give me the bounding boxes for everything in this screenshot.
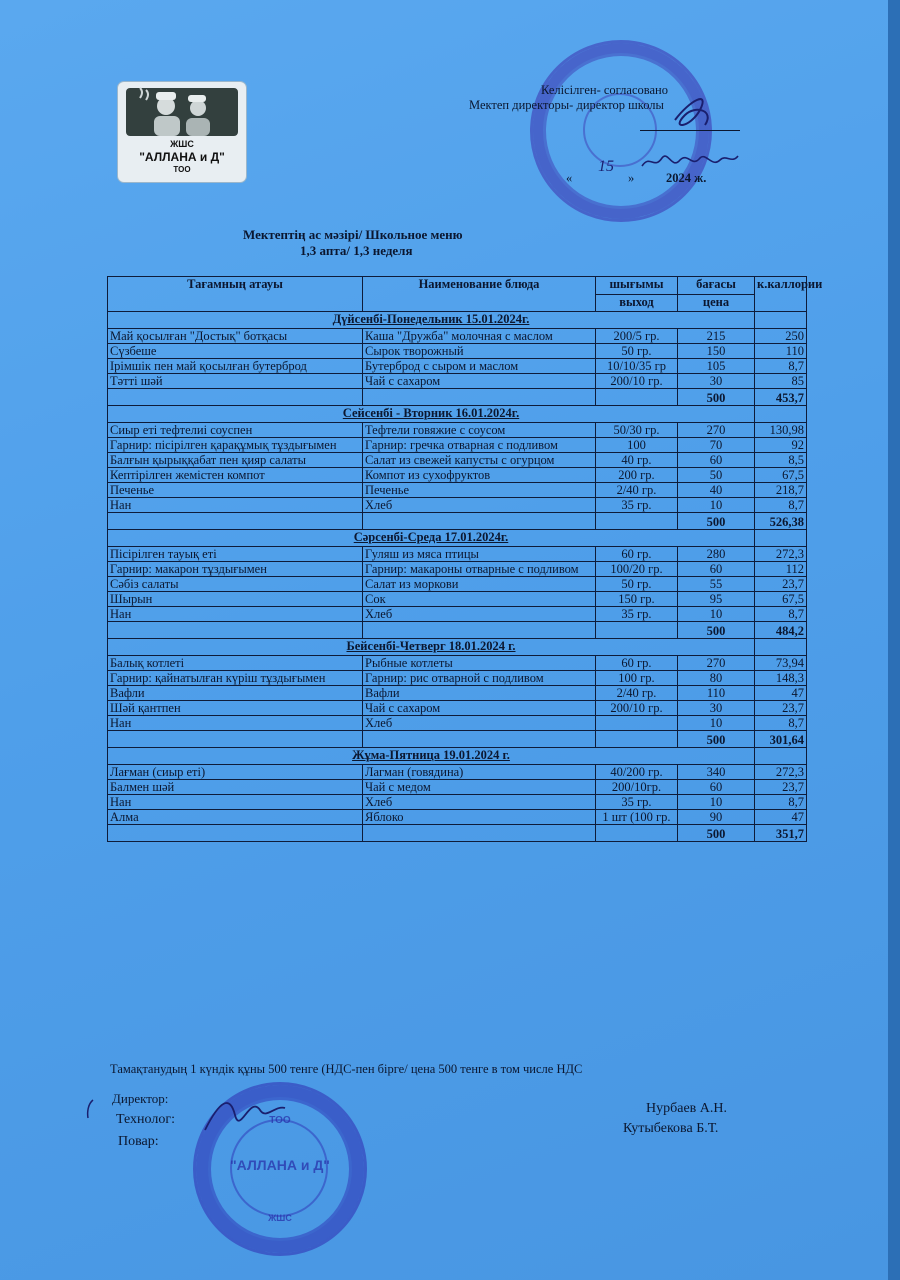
day-total-price: 500 — [678, 825, 755, 842]
day-header-empty — [755, 639, 807, 656]
day-name: Сейсенбі - Вторник 16.01.2024г. — [342, 406, 520, 420]
dish-kcal: 8,7 — [755, 607, 807, 622]
total-empty-2 — [363, 389, 596, 406]
dish-name-ru: Хлеб — [363, 498, 596, 513]
menu-item-row — [108, 453, 807, 468]
approval-date-day: 15 — [598, 158, 614, 175]
dish-kcal: 218,7 — [755, 483, 807, 498]
dish-name-ru: Сырок творожный — [363, 344, 596, 359]
director-name: Нурбаев А.Н. — [646, 1101, 727, 1116]
dish-price: 70 — [678, 438, 755, 453]
menu-item-row — [108, 765, 807, 780]
dish-name-ru: Рыбные котлеты — [363, 656, 596, 671]
day-total-kcal: 301,64 — [755, 731, 807, 748]
dish-name-kz: Вафли — [108, 686, 363, 701]
dish-output: 2/40 гр. — [596, 686, 678, 701]
dish-name-kz: Балғын қырыққабат пен қияр салаты — [108, 453, 363, 468]
dish-kcal: 67,5 — [755, 592, 807, 607]
dish-price: 270 — [678, 423, 755, 438]
pen-mark-icon — [84, 1098, 96, 1120]
menu-week: 1,3 апта/ 1,3 неделя — [300, 243, 413, 258]
dish-name-ru: Гарнир: гречка отварная с подливом — [363, 438, 596, 453]
dish-kcal: 85 — [755, 374, 807, 389]
menu-item-row — [108, 374, 807, 389]
day-header-row — [108, 406, 807, 423]
dish-kcal: 148,3 — [755, 671, 807, 686]
dish-name-kz: Сиыр еті тефтелиі соуспен — [108, 423, 363, 438]
dish-kcal: 112 — [755, 562, 807, 577]
dish-name-ru: Хлеб — [363, 795, 596, 810]
dish-output: 1 шт (100 гр. — [596, 810, 678, 825]
dish-price: 10 — [678, 716, 755, 731]
dish-name-ru: Гуляш из мяса птицы — [363, 547, 596, 562]
approval-director: Мектеп директоры- директор школы — [469, 98, 664, 112]
menu-item-row — [108, 716, 807, 731]
company-logo — [118, 82, 246, 182]
total-empty-1 — [108, 513, 363, 530]
dish-name-ru: Каша "Дружба" молочная с маслом — [363, 329, 596, 344]
day-header-empty — [755, 312, 807, 329]
director-signature-icon — [660, 80, 720, 140]
dish-kcal: 130,98 — [755, 423, 807, 438]
day-header-empty — [755, 530, 807, 547]
dish-output: 50/30 гр. — [596, 423, 678, 438]
day-header-row — [108, 748, 807, 765]
dish-output: 100 — [596, 438, 678, 453]
dish-output: 100/20 гр. — [596, 562, 678, 577]
dish-output: 35 гр. — [596, 607, 678, 622]
stamp-text-company: "АЛЛАНА и Д" — [230, 1157, 330, 1173]
logo-text-too: ТОО — [173, 165, 191, 174]
dish-name-ru: Чай с сахаром — [363, 374, 596, 389]
dish-name-kz: Балмен шәй — [108, 780, 363, 795]
total-empty-2 — [363, 622, 596, 639]
menu-item-row — [108, 780, 807, 795]
dish-price: 110 — [678, 686, 755, 701]
dish-output — [596, 716, 678, 731]
dish-price: 60 — [678, 562, 755, 577]
dish-output: 50 гр. — [596, 344, 678, 359]
approval-agreed: Келісілген- согласовано — [541, 83, 668, 97]
dish-name-kz: Печенье — [108, 483, 363, 498]
dish-name-kz: Нан — [108, 795, 363, 810]
dish-kcal: 23,7 — [755, 577, 807, 592]
header-kaz-name: Тағамның атауы — [108, 277, 363, 312]
day-total-kcal: 351,7 — [755, 825, 807, 842]
dish-name-kz: Гарнир: қайнатылған күріш тұздығымен — [108, 671, 363, 686]
dish-output: 100 гр. — [596, 671, 678, 686]
header-price-ru: цена — [678, 294, 755, 312]
price-note: Тамақтанудың 1 күндік құны 500 тенге (НДС-пен бірге/ цена 500 тенге в том числе НДС — [110, 1062, 583, 1076]
menu-item-row — [108, 686, 807, 701]
day-total-price: 500 — [678, 731, 755, 748]
dish-name-ru: Печенье — [363, 483, 596, 498]
dish-price: 80 — [678, 671, 755, 686]
chef-signature-icon — [200, 1090, 290, 1140]
dish-name-kz: Тәтті шәй — [108, 374, 363, 389]
menu-item-row — [108, 701, 807, 716]
approval-date-open: « — [566, 171, 573, 185]
dish-kcal: 67,5 — [755, 468, 807, 483]
dish-kcal: 73,94 — [755, 656, 807, 671]
total-empty-3 — [596, 622, 678, 639]
total-empty-1 — [108, 825, 363, 842]
day-total-kcal: 453,7 — [755, 389, 807, 406]
director-label: Директор: — [112, 1091, 169, 1106]
menu-table — [107, 276, 823, 842]
menu-item-row — [108, 498, 807, 513]
day-header-cell — [108, 748, 755, 765]
dish-price: 30 — [678, 374, 755, 389]
menu-item-row — [108, 483, 807, 498]
day-header-cell — [108, 639, 755, 656]
day-total-row — [108, 389, 807, 406]
dish-name-kz: Алма — [108, 810, 363, 825]
dish-price: 280 — [678, 547, 755, 562]
dish-kcal: 47 — [755, 686, 807, 701]
dish-output: 200/5 гр. — [596, 329, 678, 344]
dish-price: 10 — [678, 607, 755, 622]
day-header-cell — [108, 406, 755, 423]
menu-item-row — [108, 359, 807, 374]
dish-name-ru: Хлеб — [363, 607, 596, 622]
dish-name-kz: Нан — [108, 498, 363, 513]
dish-kcal: 8,5 — [755, 453, 807, 468]
dish-price: 60 — [678, 453, 755, 468]
menu-item-row — [108, 810, 807, 825]
dish-output: 60 гр. — [596, 656, 678, 671]
dish-name-ru: Сок — [363, 592, 596, 607]
dish-kcal: 250 — [755, 329, 807, 344]
approval-date-year: 2024 ж. — [666, 171, 707, 185]
day-header-cell — [108, 530, 755, 547]
dish-name-ru: Лагман (говядина) — [363, 765, 596, 780]
menu-item-row — [108, 438, 807, 453]
menu-title: Мектептің ас мәзірі/ Школьное меню — [243, 227, 463, 242]
dish-name-kz: Сәбіз салаты — [108, 577, 363, 592]
total-empty-3 — [596, 731, 678, 748]
dish-price: 50 — [678, 468, 755, 483]
day-name: Дүйсенбі-Понедельник 15.01.2024г. — [332, 312, 530, 326]
dish-kcal: 8,7 — [755, 795, 807, 810]
dish-output: 50 гр. — [596, 577, 678, 592]
day-name: Сәрсенбі-Среда 17.01.2024г. — [353, 530, 509, 544]
dish-name-ru: Хлеб — [363, 716, 596, 731]
total-empty-1 — [108, 731, 363, 748]
day-total-price: 500 — [678, 513, 755, 530]
day-header-row — [108, 312, 807, 329]
total-empty-3 — [596, 389, 678, 406]
day-total-row — [108, 622, 807, 639]
dish-price: 60 — [678, 780, 755, 795]
total-empty-3 — [596, 825, 678, 842]
menu-item-row — [108, 329, 807, 344]
dish-output: 60 гр. — [596, 547, 678, 562]
header-output-kz: шығымы — [596, 277, 678, 295]
dish-price: 55 — [678, 577, 755, 592]
dish-name-kz: Гарнир: макарон тұздығымен — [108, 562, 363, 577]
dish-name-ru: Чай с сахаром — [363, 701, 596, 716]
dish-output: 10/10/35 гр — [596, 359, 678, 374]
dish-name-kz: Шырын — [108, 592, 363, 607]
dish-price: 95 — [678, 592, 755, 607]
day-total-kcal: 484,2 — [755, 622, 807, 639]
dish-output: 200/10 гр. — [596, 374, 678, 389]
dish-name-kz: Балық котлеті — [108, 656, 363, 671]
day-header-row — [108, 530, 807, 547]
day-total-row — [108, 731, 807, 748]
dish-name-kz: Ірімшік пен май қосылған бутерброд — [108, 359, 363, 374]
dish-price: 340 — [678, 765, 755, 780]
header-price-kz: бағасы — [678, 277, 755, 295]
menu-item-row — [108, 795, 807, 810]
dish-name-ru: Салат из моркови — [363, 577, 596, 592]
dish-kcal: 272,3 — [755, 547, 807, 562]
day-name: Бейсенбі-Четверг 18.01.2024 г. — [346, 639, 516, 653]
menu-item-row — [108, 671, 807, 686]
total-empty-2 — [363, 513, 596, 530]
dish-output: 200/10 гр. — [596, 701, 678, 716]
dish-output: 35 гр. — [596, 795, 678, 810]
dish-price: 150 — [678, 344, 755, 359]
technologist-name: Кутыбекова Б.Т. — [623, 1121, 719, 1136]
header-output-ru: выход — [596, 294, 678, 312]
menu-item-row — [108, 607, 807, 622]
dish-price: 90 — [678, 810, 755, 825]
dish-name-ru: Чай с медом — [363, 780, 596, 795]
dish-kcal: 23,7 — [755, 701, 807, 716]
dish-output: 40/200 гр. — [596, 765, 678, 780]
menu-item-row — [108, 577, 807, 592]
dish-output: 150 гр. — [596, 592, 678, 607]
menu-item-row — [108, 468, 807, 483]
dish-name-ru: Яблоко — [363, 810, 596, 825]
dish-name-kz: Кептірілген жемістен компот — [108, 468, 363, 483]
page-edge — [888, 0, 900, 1280]
dish-name-kz: Сүзбеше — [108, 344, 363, 359]
day-total-kcal: 526,38 — [755, 513, 807, 530]
dish-name-ru: Тефтели говяжие с соусом — [363, 423, 596, 438]
dish-name-kz: Пісірілген тауық еті — [108, 547, 363, 562]
menu-item-row — [108, 592, 807, 607]
day-name: Жұма-Пятница 19.01.2024 г. — [352, 748, 510, 762]
day-total-price: 500 — [678, 389, 755, 406]
menu-item-row — [108, 344, 807, 359]
dish-kcal: 8,7 — [755, 716, 807, 731]
cook-label: Повар: — [118, 1134, 159, 1149]
dish-output: 2/40 гр. — [596, 483, 678, 498]
dish-kcal: 47 — [755, 810, 807, 825]
dish-kcal: 92 — [755, 438, 807, 453]
chef-logo-icon — [126, 88, 238, 136]
dish-output: 200 гр. — [596, 468, 678, 483]
dish-name-kz: Май қосылған "Достық" ботқасы — [108, 329, 363, 344]
dish-price: 30 — [678, 701, 755, 716]
dish-name-kz: Гарнир: пісірілген қарақұмық тұздығымен — [108, 438, 363, 453]
menu-item-row — [108, 547, 807, 562]
dish-kcal: 110 — [755, 344, 807, 359]
dish-name-kz: Нан — [108, 607, 363, 622]
dish-price: 270 — [678, 656, 755, 671]
day-total-row — [108, 513, 807, 530]
dish-name-kz: Нан — [108, 716, 363, 731]
dish-price: 105 — [678, 359, 755, 374]
menu-item-row — [108, 562, 807, 577]
header-kcal: к.каллории — [755, 277, 807, 312]
logo-text-company: "АЛЛАНА и Д" — [139, 150, 225, 164]
dish-name-ru: Компот из сухофруктов — [363, 468, 596, 483]
stamp-text-too: ТОО — [269, 1115, 291, 1126]
dish-name-ru: Вафли — [363, 686, 596, 701]
total-empty-3 — [596, 513, 678, 530]
day-total-row — [108, 825, 807, 842]
approval-date-close: » — [628, 171, 635, 185]
day-header-empty — [755, 748, 807, 765]
total-empty-2 — [363, 731, 596, 748]
dish-name-ru: Салат из свежей капусты с огурцом — [363, 453, 596, 468]
dish-price: 215 — [678, 329, 755, 344]
header-rus-name: Наименование блюда — [363, 277, 596, 312]
dish-name-kz: Шәй қантпен — [108, 701, 363, 716]
dish-kcal: 8,7 — [755, 359, 807, 374]
dish-price: 10 — [678, 498, 755, 513]
dish-kcal: 23,7 — [755, 780, 807, 795]
dish-output: 200/10гр. — [596, 780, 678, 795]
dish-output: 35 гр. — [596, 498, 678, 513]
dish-name-ru: Бутерброд с сыром и маслом — [363, 359, 596, 374]
dish-kcal: 8,7 — [755, 498, 807, 513]
dish-name-ru: Гарнир: рис отварной с подливом — [363, 671, 596, 686]
dish-name-kz: Лағман (сиыр еті) — [108, 765, 363, 780]
dish-price: 40 — [678, 483, 755, 498]
day-header-row — [108, 639, 807, 656]
menu-item-row — [108, 423, 807, 438]
dish-kcal: 272,3 — [755, 765, 807, 780]
total-empty-2 — [363, 825, 596, 842]
dish-output: 40 гр. — [596, 453, 678, 468]
total-empty-1 — [108, 622, 363, 639]
table-header-row — [108, 277, 807, 295]
total-empty-1 — [108, 389, 363, 406]
menu-item-row — [108, 656, 807, 671]
day-total-price: 500 — [678, 622, 755, 639]
dish-name-ru: Гарнир: макароны отварные с подливом — [363, 562, 596, 577]
day-header-cell — [108, 312, 755, 329]
stamp-text-zhshs: ЖШС — [268, 1213, 292, 1223]
technologist-label: Технолог: — [116, 1112, 175, 1127]
day-header-empty — [755, 406, 807, 423]
dish-price: 10 — [678, 795, 755, 810]
logo-text-zhshs: ЖШС — [170, 139, 194, 149]
